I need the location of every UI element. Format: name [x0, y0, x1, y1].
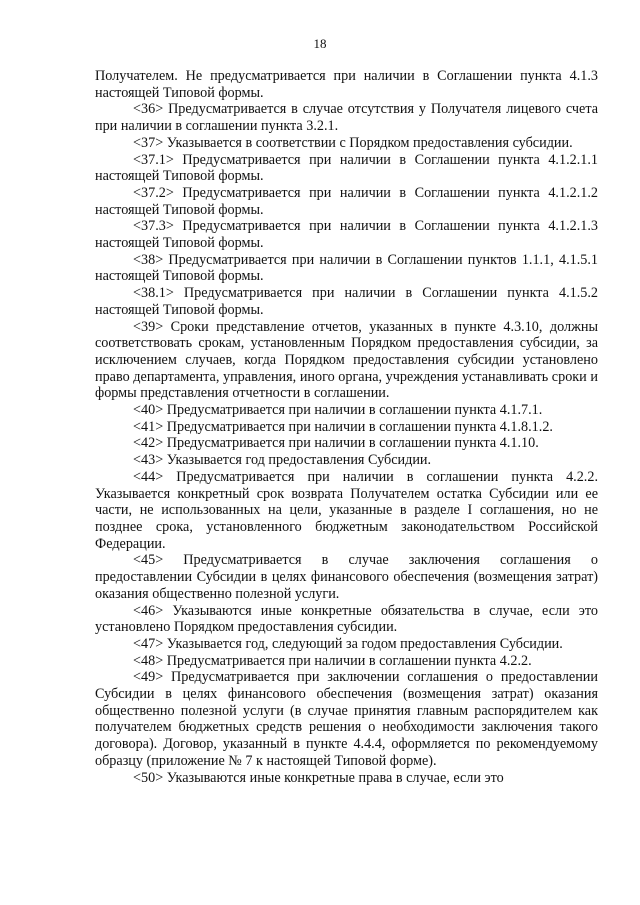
- footnote-paragraph: Получателем. Не предусматривается при наличии в Соглашении пункта 4.1.3 настоящей Типовой формы.: [95, 68, 598, 101]
- footnote-47: <47> Указывается год, следующий за годом предоставления Субсидии.: [133, 635, 563, 652]
- page-number: 18: [313, 36, 327, 51]
- footnote-46: <46> Указываются иные конкретные обязательства в случае, если это установлено Порядком предоставления субсидии.: [95, 602, 598, 636]
- footnote-36: <36> Предусматривается в случае отсутствия у Получателя лицевого счета при наличии в соглашении пункта 3.2.1.: [95, 101, 598, 135]
- footnote-49: <49> Предусматривается при заключении соглашения о предоставлении Субсидии в целях финансового обеспечения (возмещения затрат) оказания общественно полезной услуги (в случае принятия главным распорядителем как получателем бюджетных средств решения о необходимости заключения такого договора). Договор, указанный в пункте 4.4.4, оформляется по рекомендуемому образцу (приложение № 7 к настоящей Типовой форме).: [95, 669, 598, 769]
- footnote-45: <45> Предусматривается в случае заключения соглашения о предоставлении Субсидии в целях финансового обеспечения (возмещения затрат) оказания общественно полезной услуги.: [95, 552, 598, 602]
- footnote-37: <37> Указывается в соответствии с Порядком предоставления субсидии.: [133, 134, 573, 151]
- footnote-37-2: <37.2> Предусматривается при наличии в Соглашении пункта 4.1.2.1.2 настоящей Типовой формы.: [95, 184, 598, 218]
- document-body: [95, 68, 598, 786]
- footnote-42: <42> Предусматривается при наличии в соглашении пункта 4.1.10.: [133, 435, 539, 452]
- footnote-41: <41> Предусматривается при наличии в соглашении пункта 4.1.8.1.2.: [133, 418, 553, 435]
- footnote-44: <44> Предусматривается при наличии в соглашении пункта 4.2.2. Указывается конкретный срок возврата Получателем остатка Субсидии или ее части, не использованных на цели, указанные в разделе I соглашения, но не позднее срока, установленного бюджетным законодательством Российской Федерации.: [95, 468, 598, 552]
- footnote-37-1: <37.1> Предусматривается при наличии в Соглашении пункта 4.1.2.1.1 настоящей Типовой формы.: [95, 151, 598, 185]
- footnote-50: <50> Указываются иные конкретные права в случае, если это: [133, 769, 504, 786]
- footnote-38: <38> Предусматривается при наличии в Соглашении пунктов 1.1.1, 4.1.5.1 настоящей Типовой формы.: [95, 251, 598, 285]
- footnote-43: <43> Указывается год предоставления Субсидии.: [133, 452, 432, 469]
- footnote-39: <39> Сроки представление отчетов, указанных в пункте 4.3.10, должны соответствовать срокам, установленным Порядком предоставления субсидии, за исключением случаев, когда Порядком предоставления субсидии установлено право департамента, управления, иного органа, учреждения устанавливать сроки и формы представления отчетности в соглашении.: [95, 318, 598, 402]
- footnote-37-3: <37.3> Предусматривается при наличии в Соглашении пункта 4.1.2.1.3 настоящей Типовой формы.: [95, 218, 598, 252]
- footnote-48: <48> Предусматривается при наличии в соглашении пункта 4.2.2.: [133, 652, 532, 669]
- footnote-38-1: <38.1> Предусматривается при наличии в Соглашении пункта 4.1.5.2 настоящей Типовой формы.: [95, 285, 598, 318]
- footnote-40: <40> Предусматривается при наличии в соглашении пункта 4.1.7.1.: [133, 402, 543, 419]
